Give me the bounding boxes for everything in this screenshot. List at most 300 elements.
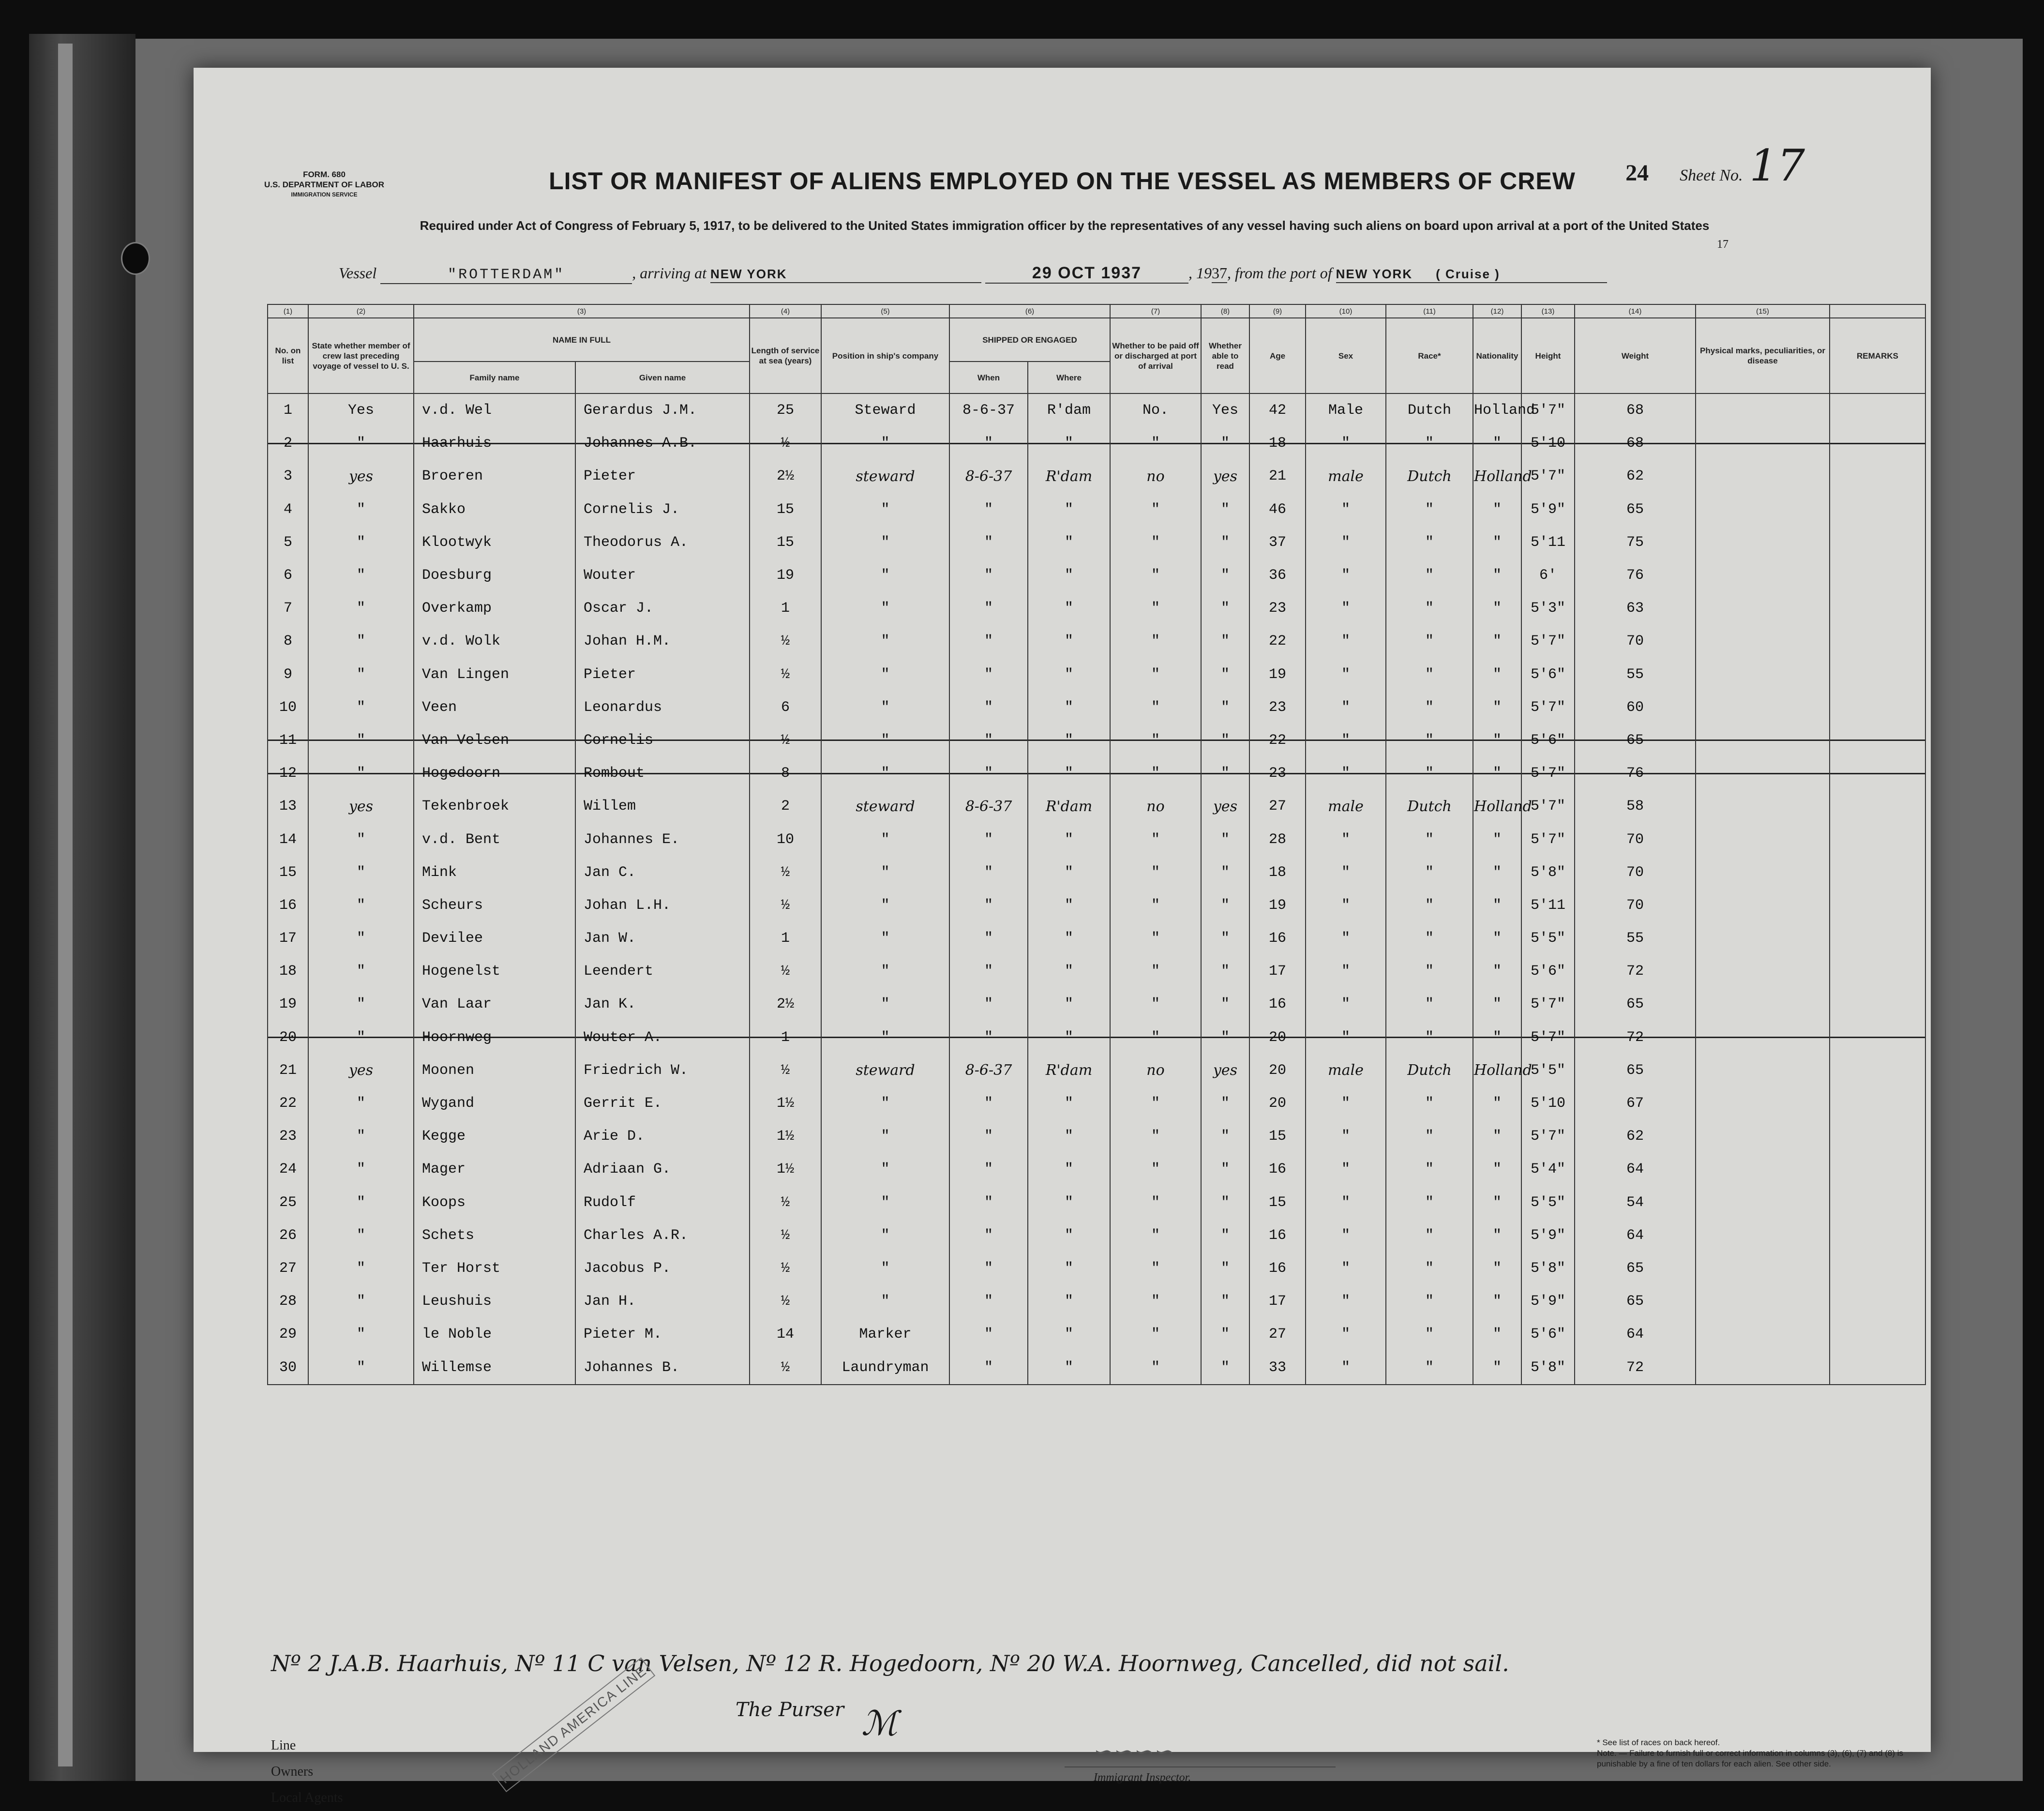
cell-given: Johan L.H. [575, 889, 750, 922]
cell-rem [1830, 460, 1925, 493]
cell-height: 5'6" [1521, 955, 1575, 988]
cell-length: 1 [750, 592, 821, 625]
cell-sex: " [1306, 1219, 1386, 1252]
cell-race: " [1386, 1252, 1473, 1285]
cell-where: " [1028, 427, 1110, 460]
cell-family: v.d. Bent [414, 823, 575, 856]
cell-rem [1830, 724, 1925, 757]
cell-position: " [821, 856, 949, 889]
table-row [268, 1087, 1925, 1120]
cell-age: 27 [1249, 790, 1306, 823]
cell-phys [1696, 691, 1830, 724]
cell-read: " [1201, 1087, 1249, 1120]
cell-sex: " [1306, 526, 1386, 559]
cell-nat: " [1473, 823, 1521, 856]
cell-race: " [1386, 427, 1473, 460]
cell-length: ½ [750, 1252, 821, 1285]
header-where: Where [1028, 362, 1110, 393]
cell-age: 37 [1249, 526, 1306, 559]
cell-age: 22 [1249, 625, 1306, 658]
cell-state: " [308, 1021, 414, 1054]
cell-length: ½ [750, 1054, 821, 1087]
cell-family: Kegge [414, 1120, 575, 1153]
cell-read: " [1201, 1120, 1249, 1153]
cell-where: " [1028, 625, 1110, 658]
cell-sex: " [1306, 1252, 1386, 1285]
cell-state: " [308, 988, 414, 1021]
cell-length: 1 [750, 922, 821, 955]
cell-where: " [1028, 1021, 1110, 1054]
cell-race: " [1386, 658, 1473, 691]
cell-family: Overkamp [414, 592, 575, 625]
cell-family: Sakko [414, 493, 575, 526]
cell-weight: 70 [1575, 889, 1696, 922]
column-numbers-row [268, 304, 1925, 318]
vessel-label: Vessel [339, 264, 377, 282]
cell-height: 5'8" [1521, 856, 1575, 889]
cell-phys [1696, 1219, 1830, 1252]
cell-weight: 70 [1575, 625, 1696, 658]
cell-sex: " [1306, 1285, 1386, 1318]
table-row [268, 889, 1925, 922]
cell-no: 16 [268, 889, 308, 922]
cell-family: Willemse [414, 1351, 575, 1384]
cell-where: R'dam [1028, 790, 1110, 823]
cell-state: " [308, 1219, 414, 1252]
cell-where: " [1028, 1252, 1110, 1285]
cell-nat: " [1473, 988, 1521, 1021]
arrival-port: NEW YORK [710, 267, 787, 281]
cell-read: " [1201, 1285, 1249, 1318]
cell-height: 5'7" [1521, 691, 1575, 724]
cell-weight: 72 [1575, 955, 1696, 988]
cell-family: Schets [414, 1219, 575, 1252]
departure-port: NEW YORK [1336, 267, 1413, 281]
cell-height: 5'6" [1521, 724, 1575, 757]
cell-length: ½ [750, 889, 821, 922]
vessel-name: "ROTTERDAM" [448, 267, 565, 283]
cell-where: " [1028, 1219, 1110, 1252]
cell-no: 3 [268, 460, 308, 493]
cell-phys [1696, 427, 1830, 460]
cell-given: Johan H.M. [575, 625, 750, 658]
cell-race: Dutch [1386, 460, 1473, 493]
cell-sex: " [1306, 889, 1386, 922]
cell-family: Veen [414, 691, 575, 724]
cell-length: ½ [750, 1351, 821, 1384]
header-read: Whether able to read [1201, 318, 1249, 393]
cell-when: " [949, 526, 1028, 559]
cell-where: " [1028, 1153, 1110, 1186]
cell-rem [1830, 955, 1925, 988]
cell-where: " [1028, 889, 1110, 922]
table-row [268, 526, 1925, 559]
cell-paid: " [1110, 1252, 1201, 1285]
cell-phys [1696, 460, 1830, 493]
cell-rem [1830, 889, 1925, 922]
table-row [268, 493, 1925, 526]
cell-height: 5'8" [1521, 1252, 1575, 1285]
cell-state: " [308, 724, 414, 757]
cell-phys [1696, 724, 1830, 757]
cell-no: 21 [268, 1054, 308, 1087]
cell-state: " [308, 757, 414, 790]
cell-height: 5'10 [1521, 1087, 1575, 1120]
cell-no: 1 [268, 393, 308, 427]
cell-when: " [949, 427, 1028, 460]
cell-paid: " [1110, 658, 1201, 691]
cell-when: " [949, 889, 1028, 922]
cell-state: " [308, 691, 414, 724]
punch-hole-icon [121, 242, 150, 275]
cell-given: Gerrit E. [575, 1087, 750, 1120]
cell-read: " [1201, 1252, 1249, 1285]
cell-height: 5'7" [1521, 625, 1575, 658]
cell-age: 16 [1249, 1252, 1306, 1285]
header-remarks: REMARKS [1830, 318, 1925, 393]
cell-state: " [308, 1318, 414, 1351]
cancellation-note: Nº 2 J.A.B. Haarhuis, Nº 11 C van Velsen, Nº 12 R. Hogedoorn, Nº 20 W.A. Hoornweg, Cancelled, did not sail. [271, 1650, 1509, 1676]
cell-length: ½ [750, 1285, 821, 1318]
cell-read: " [1201, 1186, 1249, 1219]
cell-no: 18 [268, 955, 308, 988]
cell-when: " [949, 1351, 1028, 1384]
cell-age: 33 [1249, 1351, 1306, 1384]
cell-read: yes [1201, 1054, 1249, 1087]
table-row [268, 1153, 1925, 1186]
cell-state: " [308, 1087, 414, 1120]
cell-family: Devilee [414, 922, 575, 955]
cell-rem [1830, 856, 1925, 889]
cell-length: 8 [750, 757, 821, 790]
cell-where: " [1028, 1120, 1110, 1153]
colnum: (3) [414, 304, 750, 318]
cell-height: 5'7" [1521, 393, 1575, 427]
cell-state: " [308, 1351, 414, 1384]
cell-no: 30 [268, 1351, 308, 1384]
cell-family: Wygand [414, 1087, 575, 1120]
cell-age: 15 [1249, 1186, 1306, 1219]
colnum: (10) [1306, 304, 1386, 318]
cell-position: " [821, 1021, 949, 1054]
margin-number: 17 [1717, 238, 1728, 251]
cell-read: " [1201, 889, 1249, 922]
cell-length: 2 [750, 790, 821, 823]
cell-given: Johannes B. [575, 1351, 750, 1384]
cell-state: " [308, 922, 414, 955]
cell-no: 23 [268, 1120, 308, 1153]
table-row [268, 658, 1925, 691]
table-row [268, 1120, 1925, 1153]
binder-strip [58, 44, 73, 1766]
cell-age: 27 [1249, 1318, 1306, 1351]
cell-family: Van Laar [414, 988, 575, 1021]
cell-given: Johannes E. [575, 823, 750, 856]
cell-sex: " [1306, 1153, 1386, 1186]
cell-state: " [308, 1153, 414, 1186]
cell-given: Leendert [575, 955, 750, 988]
cell-weight: 65 [1575, 493, 1696, 526]
cell-length: 2½ [750, 988, 821, 1021]
cell-read: " [1201, 856, 1249, 889]
cell-paid: " [1110, 559, 1201, 592]
cell-where: " [1028, 856, 1110, 889]
cell-length: ½ [750, 724, 821, 757]
cell-sex: " [1306, 823, 1386, 856]
cell-position: " [821, 757, 949, 790]
cell-no: 4 [268, 493, 308, 526]
colnum: (14) [1575, 304, 1696, 318]
cell-when: " [949, 724, 1028, 757]
cell-weight: 65 [1575, 1285, 1696, 1318]
cell-sex: " [1306, 1318, 1386, 1351]
crew-rows [268, 393, 1925, 1385]
cell-position: " [821, 493, 949, 526]
cell-weight: 65 [1575, 1054, 1696, 1087]
cell-paid: " [1110, 757, 1201, 790]
cell-length: 1½ [750, 1087, 821, 1120]
colnum [1830, 304, 1925, 318]
cell-paid: no [1110, 1054, 1201, 1087]
cell-where: " [1028, 1186, 1110, 1219]
year-prefix: , 19 [1188, 264, 1212, 282]
cell-read: " [1201, 1021, 1249, 1054]
cell-when: " [949, 1153, 1028, 1186]
cell-no: 11 [268, 724, 308, 757]
cell-paid: " [1110, 592, 1201, 625]
cell-age: 36 [1249, 559, 1306, 592]
cell-weight: 60 [1575, 691, 1696, 724]
cell-no: 13 [268, 790, 308, 823]
table-row [268, 1219, 1925, 1252]
cell-phys [1696, 1285, 1830, 1318]
cell-no: 17 [268, 922, 308, 955]
cell-paid: " [1110, 1351, 1201, 1384]
cell-when: " [949, 988, 1028, 1021]
cell-position: " [821, 526, 949, 559]
cell-position: " [821, 559, 949, 592]
cell-weight: 63 [1575, 592, 1696, 625]
cell-position: " [821, 955, 949, 988]
cell-nat: " [1473, 691, 1521, 724]
cell-weight: 55 [1575, 922, 1696, 955]
cell-race: " [1386, 559, 1473, 592]
colnum: (6) [949, 304, 1110, 318]
cell-no: 29 [268, 1318, 308, 1351]
cell-rem [1830, 493, 1925, 526]
cell-age: 19 [1249, 889, 1306, 922]
cell-paid: " [1110, 889, 1201, 922]
colnum: (5) [821, 304, 949, 318]
cell-rem [1830, 1054, 1925, 1087]
header-length: Length of service at sea (years) [750, 318, 821, 393]
cell-read: " [1201, 1219, 1249, 1252]
cell-sex: male [1306, 460, 1386, 493]
cell-given: Cornelis [575, 724, 750, 757]
cell-phys [1696, 1087, 1830, 1120]
cell-nat: " [1473, 1153, 1521, 1186]
colnum: (2) [308, 304, 414, 318]
cell-where: " [1028, 1351, 1110, 1384]
cell-sex: " [1306, 1021, 1386, 1054]
cell-race: " [1386, 988, 1473, 1021]
cell-race: " [1386, 955, 1473, 988]
cell-length: ½ [750, 955, 821, 988]
binder-spine [29, 34, 135, 1781]
cell-race: " [1386, 1087, 1473, 1120]
date-stamp: 29 OCT 1937 [1032, 264, 1142, 282]
cell-weight: 65 [1575, 1252, 1696, 1285]
colnum: (15) [1696, 304, 1830, 318]
cell-position: " [821, 592, 949, 625]
cell-nat: " [1473, 1252, 1521, 1285]
cell-height: 5'7" [1521, 1120, 1575, 1153]
cell-height: 5'9" [1521, 1219, 1575, 1252]
cell-sex: " [1306, 493, 1386, 526]
cell-given: Leonardus [575, 691, 750, 724]
cell-rem [1830, 559, 1925, 592]
cell-family: Hogedoorn [414, 757, 575, 790]
cell-state: " [308, 526, 414, 559]
table-row [268, 691, 1925, 724]
cell-paid: no [1110, 790, 1201, 823]
cell-read: " [1201, 658, 1249, 691]
cell-given: Rudolf [575, 1186, 750, 1219]
purser-label: The Purser [736, 1699, 844, 1721]
header-state: State whether member of crew last preceding voyage of vessel to U. S. [308, 318, 414, 393]
cell-race: " [1386, 625, 1473, 658]
cell-no: 15 [268, 856, 308, 889]
cell-paid: " [1110, 1285, 1201, 1318]
table-row [268, 790, 1925, 823]
cell-given: Pieter [575, 658, 750, 691]
cell-age: 17 [1249, 1285, 1306, 1318]
cell-length: 14 [750, 1318, 821, 1351]
cell-where: " [1028, 823, 1110, 856]
cell-nat: " [1473, 1351, 1521, 1384]
cell-state: yes [308, 460, 414, 493]
cell-state: yes [308, 1054, 414, 1087]
cell-phys [1696, 856, 1830, 889]
cell-when: " [949, 922, 1028, 955]
cell-state: Yes [308, 393, 414, 427]
cell-paid: " [1110, 724, 1201, 757]
cell-rem [1830, 592, 1925, 625]
cell-sex: " [1306, 1087, 1386, 1120]
sheet-label: Sheet No. [1680, 166, 1743, 184]
cell-rem [1830, 1285, 1925, 1318]
cell-race: " [1386, 1318, 1473, 1351]
cell-family: le Noble [414, 1318, 575, 1351]
cell-no: 7 [268, 592, 308, 625]
cell-where: " [1028, 691, 1110, 724]
cell-race: " [1386, 757, 1473, 790]
cell-race: " [1386, 691, 1473, 724]
cell-height: 5'7" [1521, 460, 1575, 493]
cell-read: " [1201, 922, 1249, 955]
header-no: No. on list [268, 318, 308, 393]
cell-sex: " [1306, 592, 1386, 625]
cell-paid: " [1110, 427, 1201, 460]
cell-phys [1696, 592, 1830, 625]
cell-length: 1 [750, 1021, 821, 1054]
table-row [268, 757, 1925, 790]
cell-no: 28 [268, 1285, 308, 1318]
header-physical: Physical marks, peculiarities, or disease [1696, 318, 1830, 393]
cell-rem [1830, 427, 1925, 460]
cell-given: Rombout [575, 757, 750, 790]
cell-read: " [1201, 955, 1249, 988]
table-row [268, 1318, 1925, 1351]
colnum: (12) [1473, 304, 1521, 318]
cell-given: Jan K. [575, 988, 750, 1021]
cell-race: " [1386, 922, 1473, 955]
cell-state: " [308, 889, 414, 922]
form-number: FORM. 680 [303, 170, 346, 179]
header-weight: Weight [1575, 318, 1696, 393]
table-row [268, 427, 1925, 460]
cell-given: Wouter [575, 559, 750, 592]
cell-race: " [1386, 724, 1473, 757]
page-subtitle: Required under Act of Congress of February 5, 1917, to be delivered to the United States immigration officer by the representatives of any vessel having such aliens on board upon arrival at a port of the United States [420, 218, 1710, 233]
cell-when: 8-6-37 [949, 1054, 1028, 1087]
cell-family: Scheurs [414, 889, 575, 922]
cell-sex: " [1306, 625, 1386, 658]
cell-given: Wouter A. [575, 1021, 750, 1054]
cell-paid: " [1110, 691, 1201, 724]
cell-rem [1830, 625, 1925, 658]
cell-sex: " [1306, 988, 1386, 1021]
cell-weight: 76 [1575, 559, 1696, 592]
cell-sex: male [1306, 790, 1386, 823]
cell-rem [1830, 1186, 1925, 1219]
table-row [268, 922, 1925, 955]
cell-phys [1696, 493, 1830, 526]
cell-read: " [1201, 1153, 1249, 1186]
cell-given: Jacobus P. [575, 1252, 750, 1285]
cell-nat: " [1473, 955, 1521, 988]
cell-when: 8-6-37 [949, 393, 1028, 427]
cell-sex: Male [1306, 393, 1386, 427]
header-position: Position in ship's company [821, 318, 949, 393]
cell-where: " [1028, 559, 1110, 592]
cell-read: " [1201, 691, 1249, 724]
cell-weight: 54 [1575, 1186, 1696, 1219]
cell-age: 16 [1249, 988, 1306, 1021]
cell-sex: " [1306, 658, 1386, 691]
cell-given: Jan H. [575, 1285, 750, 1318]
cell-sex: " [1306, 922, 1386, 955]
cell-length: ½ [750, 625, 821, 658]
cell-position: " [821, 658, 949, 691]
cell-family: Mager [414, 1153, 575, 1186]
department-name: U.S. DEPARTMENT OF LABOR [264, 180, 385, 189]
cell-read: " [1201, 1351, 1249, 1384]
cell-age: 28 [1249, 823, 1306, 856]
from-label: , from the port of [1227, 264, 1332, 282]
cell-no: 9 [268, 658, 308, 691]
cell-phys [1696, 559, 1830, 592]
inspector-label: Immigrant Inspector. [1094, 1771, 1191, 1784]
cell-rem [1830, 1219, 1925, 1252]
cell-read: Yes [1201, 393, 1249, 427]
colnum: (1) [268, 304, 308, 318]
cell-state: " [308, 592, 414, 625]
cell-nat: " [1473, 427, 1521, 460]
cell-position: " [821, 1186, 949, 1219]
table-row [268, 625, 1925, 658]
cell-family: Van Velsen [414, 724, 575, 757]
